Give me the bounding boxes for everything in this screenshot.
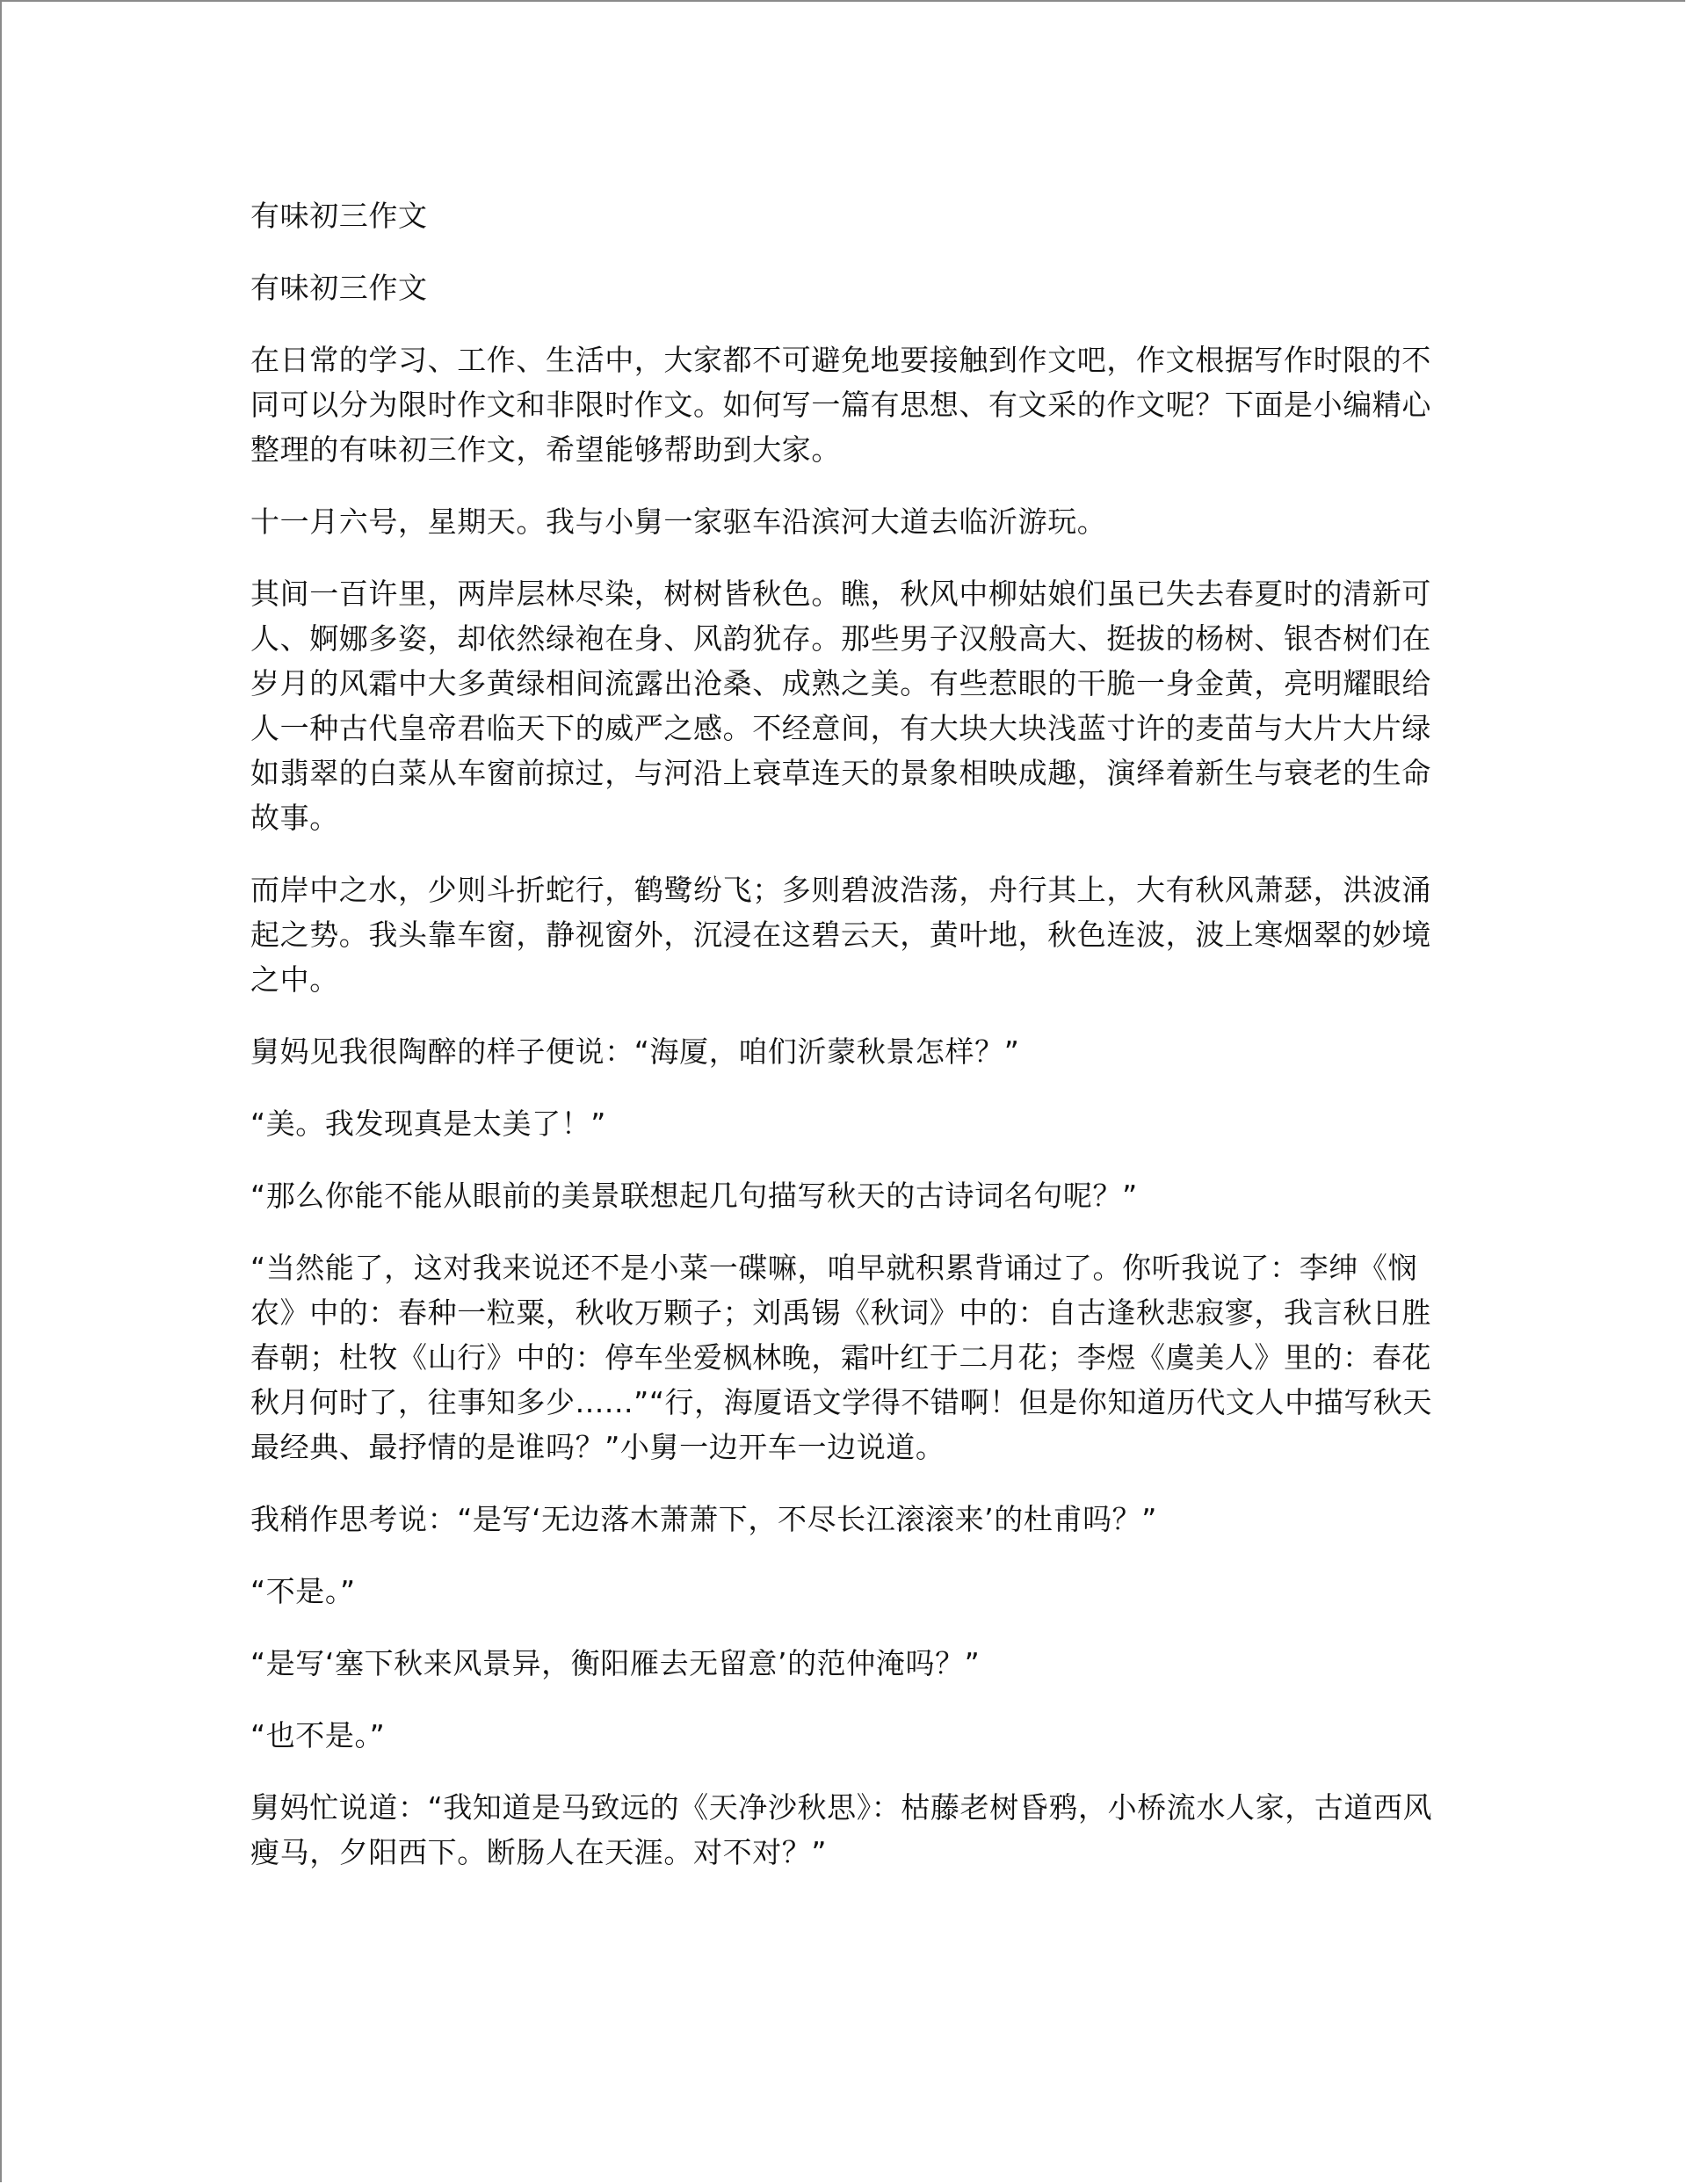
document-body [250,193,1445,1902]
paragraph-12: “是写‘塞下秋来风景异，衡阳雁去无留意’的范仲淹吗？” [250,1646,981,1680]
paragraph-7: “美。我发现真是太美了！” [250,1107,606,1141]
paragraph-14: 舅妈忙说道：“我知道是马致远的《天净沙秋思》：枯藤老树昏鸦，小桥流水人家，古道西风瘦马，夕阳西下。断肠人在天涯。对不对？” [250,1790,1433,1869]
paragraph-3: 十一月六号，星期天。我与小舅一家驱车沿滨河大道去临沂游玩。 [250,504,1107,539]
paragraph-9: “当然能了，这对我来说还不是小菜一碟嘛，咱早就积累背诵过了。你听我说了：李绅《悯农》中的：春种一粒粟，秋收万颗子；刘禹锡《秋词》中的：自古逢秋悲寂寥，我言秋日胜春朝；杜牧《山行》中的：停车坐爱枫林晚，霜叶红于二月花；李煜《虞美人》里的：春花秋月何时了，往事知多少......”“行，海厦语文学得不错啊！但是你知道历代文人中描写秋天最经典、最抒情的是谁吗？”小舅一边开车一边说道。 [250,1251,1433,1464]
paragraph-13: “也不是。” [250,1718,386,1752]
paragraph-4: 其间一百许里，两岸层林尽染，树树皆秋色。瞧，秋风中柳姑娘们虽已失去春夏时的清新可人、婀娜多姿，却依然绿袍在身、风韵犹存。那些男子汉般高大、挺拔的杨树、银杏树们在岁月的风霜中大多黄绿相间流露出沧桑、成熟之美。有些惹眼的干脆一身金黄，亮明耀眼给人一种古代皇帝君临天下的威严之感。不经意间，有大块大块浅蓝寸许的麦苗与大片大片绿如翡翠的白菜从车窗前掠过，与河沿上衰草连天的景象相映成趣，演绎着新生与衰老的生命故事。 [250,577,1431,835]
paragraph-2: 在日常的学习、工作、生活中，大家都不可避免地要接触到作文吧，作文根据写作时限的不同可以分为限时作文和非限时作文。如何写一篇有思想、有文采的作文呢？下面是小编精心整理的有味初三作文，希望能够帮助到大家。 [250,343,1431,467]
paragraph-8: “那么你能不能从眼前的美景联想起几句描写秋天的古诗词名句呢？” [250,1179,1138,1213]
paragraph-10: 我稍作思考说：“是写‘无边落木萧萧下，不尽长江滚滚来’的杜甫吗？” [250,1502,1157,1536]
paragraph-1: 有味初三作文 [250,271,428,305]
document-title: 有味初三作文 [250,199,428,233]
paragraph-5: 而岸中之水，少则斗折蛇行，鹤鹭纷飞；多则碧波浩荡，舟行其上，大有秋风萧瑟，洪波涌起之势。我头靠车窗，静视窗外，沉浸在这碧云天，黄叶地，秋色连波，波上寒烟翠的妙境之中。 [250,873,1431,997]
paragraph-11: “不是。” [250,1574,356,1608]
paragraph-6: 舅妈见我很陶醉的样子便说：“海厦，咱们沂蒙秋景怎样？” [250,1034,1020,1069]
